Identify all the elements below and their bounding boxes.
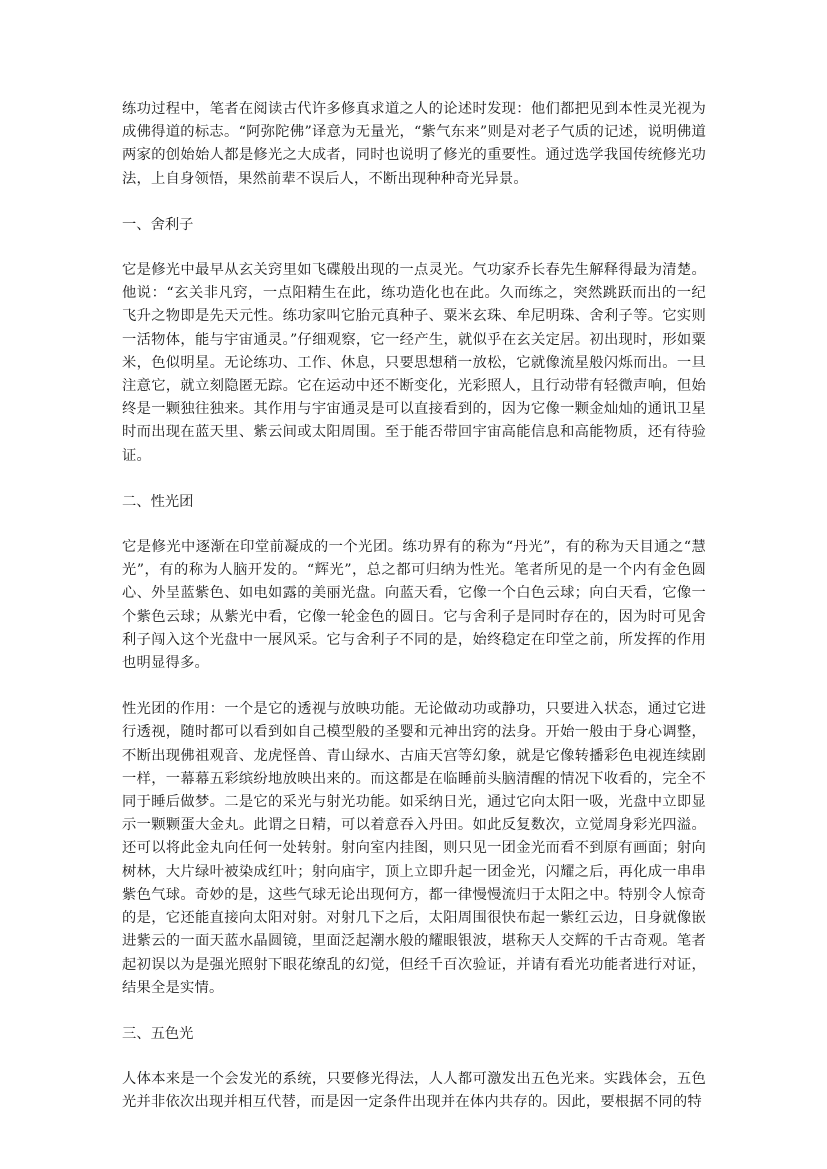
wuseguang-paragraph: 人体本来是一个会发光的系统，只要修光得法，人人都可激发出五色光来。实践体会，五色光并非依次出现并相互代替，而是因一定条件出现并在体内共存的。因此，要根据不同的特 [122,1071,706,1111]
xingguangtuan-paragraph-2: 性光团的作用：一个是它的透视与放映功能。无论做动功或静功，只要进入状态，通过它进行透视，随时都可以看到如自己模型般的圣婴和元神出窍的法身。开始一般由于身心调整，不断出现佛祖观音、龙虎怪兽、青山绿水、古庙天宫等幻象，就是它像转播彩色电视连续剧一样，一幕幕五彩缤纷地放映出来的。而这都是在临睡前头脑清醒的情况下收看的，完全不同于睡后做梦。二是它的采光与射光功能。如采纳日光，通过它向太阳一吸，光盘中立即显示一颗颗蛋大金丸。此谓之日精，可以着意吞入丹田。如此反复数次，立觉周身彩光四溢。还可以将此金丸向任何一处转射。射向室内挂图，则只见一团金光而看不到原有画面；射向树林，大片绿叶被染成红叶；射向庙宇，顶上立即升起一团金光，闪耀之后，再化成一串串紫色气球。奇妙的是，这些气球无论出现何方，都一律慢慢流归于太阳之中。特别令人惊奇的是，它还能直接向太阳对射。对射几下之后，太阳周围很快布起一紫红云边，日身就像嵌进紫云的一面天蓝水晶圆镜，里面泛起潮水般的耀眼银波，堪称天人交辉的千古奇观。笔者起初误以为是强光照射下眼花缭乱的幻觉，但经千百次验证，并请有看光功能者进行对证，结果全是实情。 [122,701,706,996]
intro-paragraph: 练功过程中，笔者在阅读古代许多修真求道之人的论述时发现：他们都把见到本性灵光视为成佛得道的标志。“阿弥陀佛”译意为无量光，“紫气东来”则是对老子气质的记述，说明佛道两家的创始始人都是修光之大成者，同时也说明了修光的重要性。通过选学我国传统修光功法，上自身领悟，果然前辈不误后人，不断出现种种奇光异景。 [122,101,706,187]
document-page [122,98,706,1115]
xingguangtuan-paragraph-1: 它是修光中逐渐在印堂前凝成的一个光团。练功界有的称为“丹光”，有的称为天目通之“慧光”，有的称为人脑开发的。“辉光”，总之都可归纳为性光。笔者所见的是一个内有金色圆心、外呈蓝紫色、如电如露的美丽光盘。向蓝天看，它像一个白色云球；向白天看，它像一个紫色云球；从紫光中看，它像一轮金色的圆日。它与舍利子是同时存在的，因为时可见舍利子闯入这个光盘中一展风采。它与舍利子不同的是，始终稳定在印堂之前，所发挥的作用也明显得多。 [122,539,706,672]
sheli-paragraph: 它是修光中最早从玄关窍里如飞碟般出现的一点灵光。气功家乔长春先生解释得最为清楚。他说：“玄关非凡窍，一点阳精生在此，练功造化也在此。久而练之，突然跳跃而出的一纪飞升之物即是先天元性。练功家叫它胎元真种子、粟米玄珠、牟尼明珠、舍利子等。它实则一活物体，能与宇宙通灵。”仔细观察，它一经产生，就似乎在玄关定居。初出现时，形如粟米，色似明星。无论练功、工作、休息，只要思想稍一放松，它就像流星般闪烁而出。一旦注意它，就立刻隐匿无踪。它在运动中还不断变化，光彩照人，且行动带有轻微声响，但始终是一颗独往独来。其作用与宇宙通灵是可以直接看到的，因为它像一颗金灿灿的通讯卫星时而出现在蓝天里、紫云间或太阳周围。至于能否带回宇宙高能信息和高能物质，还有待验证。 [122,262,706,464]
section-heading-sheli: 一、舍利子 [122,216,194,233]
section-heading-wuseguang: 三、五色光 [122,1025,194,1042]
section-heading-xingguangtuan: 二、性光团 [122,493,194,510]
